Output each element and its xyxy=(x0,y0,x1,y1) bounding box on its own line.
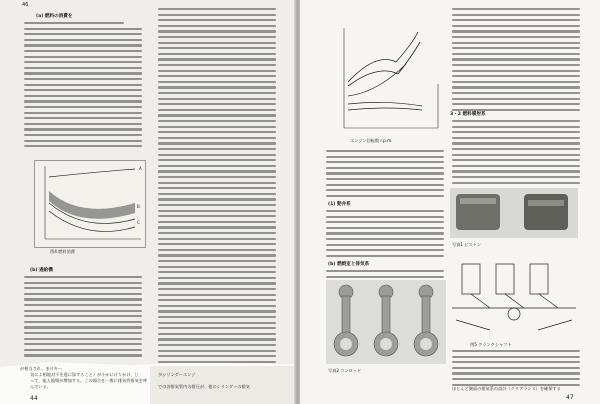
text-line xyxy=(24,123,142,125)
text-line xyxy=(452,75,580,77)
text-line xyxy=(158,142,276,144)
text-line xyxy=(158,260,276,262)
diagram-caption: 図5 クランクシャフト xyxy=(470,342,512,347)
text-line xyxy=(24,56,142,58)
connecting-rod-illustration xyxy=(326,280,446,364)
text-line xyxy=(158,148,276,150)
text-line xyxy=(158,243,276,245)
text-line xyxy=(24,67,142,69)
fuel-figure xyxy=(34,160,146,248)
text-line xyxy=(24,282,142,284)
text-line xyxy=(158,266,276,268)
text-line xyxy=(24,84,142,86)
text-line xyxy=(452,137,580,139)
text-line xyxy=(452,182,580,184)
text-line xyxy=(158,310,276,312)
right-page xyxy=(300,0,600,404)
text-line xyxy=(158,294,276,296)
curve-a xyxy=(49,169,135,177)
text-line xyxy=(158,193,276,195)
text-line xyxy=(326,150,444,152)
text-line xyxy=(158,316,276,318)
power-curve-2 xyxy=(348,42,420,86)
text-line xyxy=(158,176,276,178)
text-line xyxy=(452,42,580,44)
text-line xyxy=(158,42,276,44)
right-bottom-line: ほとんど側面の排気系の設計（クリアランス）を確保する xyxy=(452,386,561,391)
text-line xyxy=(158,338,276,340)
text-line xyxy=(452,14,580,16)
text-line xyxy=(158,25,276,27)
text-line xyxy=(452,356,580,358)
text-line xyxy=(452,25,580,27)
text-line xyxy=(326,255,444,257)
shaded-region xyxy=(49,191,135,219)
text-line xyxy=(326,178,444,180)
text-line xyxy=(326,232,444,234)
label-c: C xyxy=(137,220,140,225)
power-curve-1 xyxy=(348,32,418,82)
text-line xyxy=(452,126,580,128)
bottom-line-2: 気によ相地対不を達に添すること）が小かにけりかけ、じ xyxy=(30,372,139,377)
text-line xyxy=(24,128,142,130)
text-line xyxy=(326,184,444,186)
text-line xyxy=(326,244,444,246)
text-line xyxy=(158,333,276,335)
text-line xyxy=(452,361,580,363)
text-line xyxy=(158,288,276,290)
text-line xyxy=(326,249,444,251)
performance-graph xyxy=(326,24,444,136)
label-a: A xyxy=(139,166,142,171)
text-line xyxy=(158,126,276,128)
text-line xyxy=(158,8,276,10)
text-line xyxy=(24,28,142,30)
text-line xyxy=(158,204,276,206)
text-line xyxy=(452,53,580,55)
text-line xyxy=(326,276,444,278)
text-line xyxy=(158,344,276,346)
text-line xyxy=(326,195,444,197)
text-line xyxy=(24,315,142,317)
text-line xyxy=(158,131,276,133)
label-b: B xyxy=(137,204,140,209)
text-line xyxy=(452,176,580,178)
page-number-right: 47 xyxy=(566,394,574,401)
left-page xyxy=(0,0,296,404)
text-line xyxy=(24,44,142,46)
text-line xyxy=(452,58,580,60)
section-heading-right-2: (1) 動弁系 xyxy=(328,202,351,207)
text-line xyxy=(452,165,580,167)
text-line xyxy=(158,30,276,32)
text-line xyxy=(24,72,142,74)
text-line xyxy=(452,64,580,66)
text-line xyxy=(158,170,276,172)
crankshaft-diagram xyxy=(450,258,578,338)
text-line xyxy=(158,305,276,307)
text-line xyxy=(24,22,124,24)
text-line xyxy=(452,70,580,72)
text-line xyxy=(158,109,276,111)
inset-line-1: 多シリンダーエンジ xyxy=(158,372,196,377)
text-line xyxy=(24,89,142,91)
section-heading-right-3: (b) 燃焼室と排気系 xyxy=(328,262,370,267)
torque-curve-2 xyxy=(348,108,422,110)
text-line xyxy=(24,61,142,63)
text-line xyxy=(452,372,580,374)
text-line xyxy=(24,354,142,356)
performance-chart xyxy=(326,24,444,136)
text-line xyxy=(158,350,276,352)
page-number-top: 46 xyxy=(22,2,29,8)
text-line xyxy=(24,117,142,119)
text-line xyxy=(158,58,276,60)
text-line xyxy=(452,120,580,122)
text-line xyxy=(158,249,276,251)
bottom-line-4: んでいる。 xyxy=(30,384,51,389)
connecting-rod-photo xyxy=(326,280,446,364)
text-line xyxy=(158,165,276,167)
text-line xyxy=(326,221,444,223)
text-line xyxy=(24,134,142,136)
text-line xyxy=(24,95,142,97)
text-line xyxy=(158,299,276,301)
torque-curve-1 xyxy=(348,102,422,106)
text-line xyxy=(452,350,580,352)
text-line xyxy=(158,75,276,77)
text-line xyxy=(452,154,580,156)
text-line xyxy=(326,189,444,191)
text-line xyxy=(158,187,276,189)
text-line xyxy=(24,332,142,334)
text-line xyxy=(158,210,276,212)
text-line xyxy=(158,215,276,217)
text-line xyxy=(158,120,276,122)
text-line xyxy=(24,321,142,323)
text-line xyxy=(158,198,276,200)
text-line xyxy=(326,216,444,218)
text-line xyxy=(158,86,276,88)
text-line xyxy=(158,254,276,256)
text-line xyxy=(158,53,276,55)
text-line xyxy=(24,112,142,114)
text-line xyxy=(452,30,580,32)
text-line xyxy=(158,154,276,156)
text-line xyxy=(24,326,142,328)
page-number-bottom: 44 xyxy=(30,395,38,402)
text-line xyxy=(24,287,142,289)
text-line xyxy=(326,161,444,163)
bottom-line-1: が相当され、まけキー xyxy=(20,366,63,371)
bottom-line-3: って、能入地場が増加する。この場合を一般に排気管排気を呼 xyxy=(30,378,148,383)
text-line xyxy=(24,145,142,147)
text-line xyxy=(24,78,142,80)
text-line xyxy=(158,182,276,184)
text-line xyxy=(326,227,444,229)
text-line xyxy=(158,137,276,139)
text-line xyxy=(452,109,580,111)
text-line xyxy=(326,172,444,174)
section-heading: (a) 燃料の消費を xyxy=(36,14,73,19)
text-line xyxy=(158,355,276,357)
text-line xyxy=(158,277,276,279)
text-line xyxy=(24,293,142,295)
piston-photo xyxy=(450,188,578,238)
text-line xyxy=(24,349,142,351)
text-line xyxy=(452,103,580,105)
text-line xyxy=(158,103,276,105)
rod-caption: 写真2 コンロッド xyxy=(328,368,362,373)
text-line xyxy=(158,81,276,83)
text-line xyxy=(326,210,444,212)
text-line xyxy=(158,19,276,21)
text-line xyxy=(158,92,276,94)
text-line xyxy=(158,271,276,273)
text-line xyxy=(24,33,142,35)
text-line xyxy=(24,140,142,142)
text-line xyxy=(326,270,444,272)
text-line xyxy=(158,221,276,223)
text-line xyxy=(326,238,444,240)
text-line xyxy=(158,322,276,324)
text-line xyxy=(452,170,580,172)
text-line xyxy=(24,276,142,278)
section-heading-b: (b) 過給機 xyxy=(30,268,53,273)
text-line xyxy=(158,14,276,16)
text-line xyxy=(24,298,142,300)
text-line xyxy=(452,384,580,386)
crankshaft-illustration xyxy=(450,258,578,338)
text-line xyxy=(452,378,580,380)
text-line xyxy=(452,98,580,100)
text-line xyxy=(452,92,580,94)
piston-caption: 写真1 ピストン xyxy=(452,242,482,247)
text-line xyxy=(452,36,580,38)
piston-illustration xyxy=(450,188,578,238)
text-line xyxy=(158,361,276,363)
text-line xyxy=(158,64,276,66)
text-line xyxy=(24,310,142,312)
text-line xyxy=(24,39,142,41)
text-line xyxy=(158,238,276,240)
text-line xyxy=(158,282,276,284)
figure-caption: 図4 燃料消費 xyxy=(50,249,75,254)
text-line xyxy=(452,8,580,10)
text-line xyxy=(24,343,142,345)
text-line xyxy=(158,70,276,72)
text-line xyxy=(452,131,580,133)
section-heading-right-1: 3・2 燃料噴射系 xyxy=(450,112,486,117)
fuel-chart xyxy=(35,161,145,247)
text-line xyxy=(24,304,142,306)
text-line xyxy=(24,338,142,340)
text-line xyxy=(326,156,444,158)
text-line xyxy=(452,81,580,83)
text-line xyxy=(452,367,580,369)
text-line xyxy=(452,47,580,49)
text-line xyxy=(158,159,276,161)
text-line xyxy=(158,98,276,100)
inset-line-2: では各排気管内の排圧が、他のシリンダーの排気 xyxy=(158,384,250,389)
text-line xyxy=(158,36,276,38)
text-line xyxy=(158,226,276,228)
text-line xyxy=(158,47,276,49)
text-line xyxy=(452,86,580,88)
text-line xyxy=(452,19,580,21)
text-line xyxy=(24,106,142,108)
text-line xyxy=(452,142,580,144)
text-line xyxy=(24,50,142,52)
text-line xyxy=(452,148,580,150)
text-line xyxy=(158,114,276,116)
text-line xyxy=(326,167,444,169)
text-line xyxy=(158,232,276,234)
text-line xyxy=(158,327,276,329)
graph-caption: エンジン回転数 r.p.m. xyxy=(350,138,393,143)
text-line xyxy=(24,100,142,102)
text-line xyxy=(452,159,580,161)
